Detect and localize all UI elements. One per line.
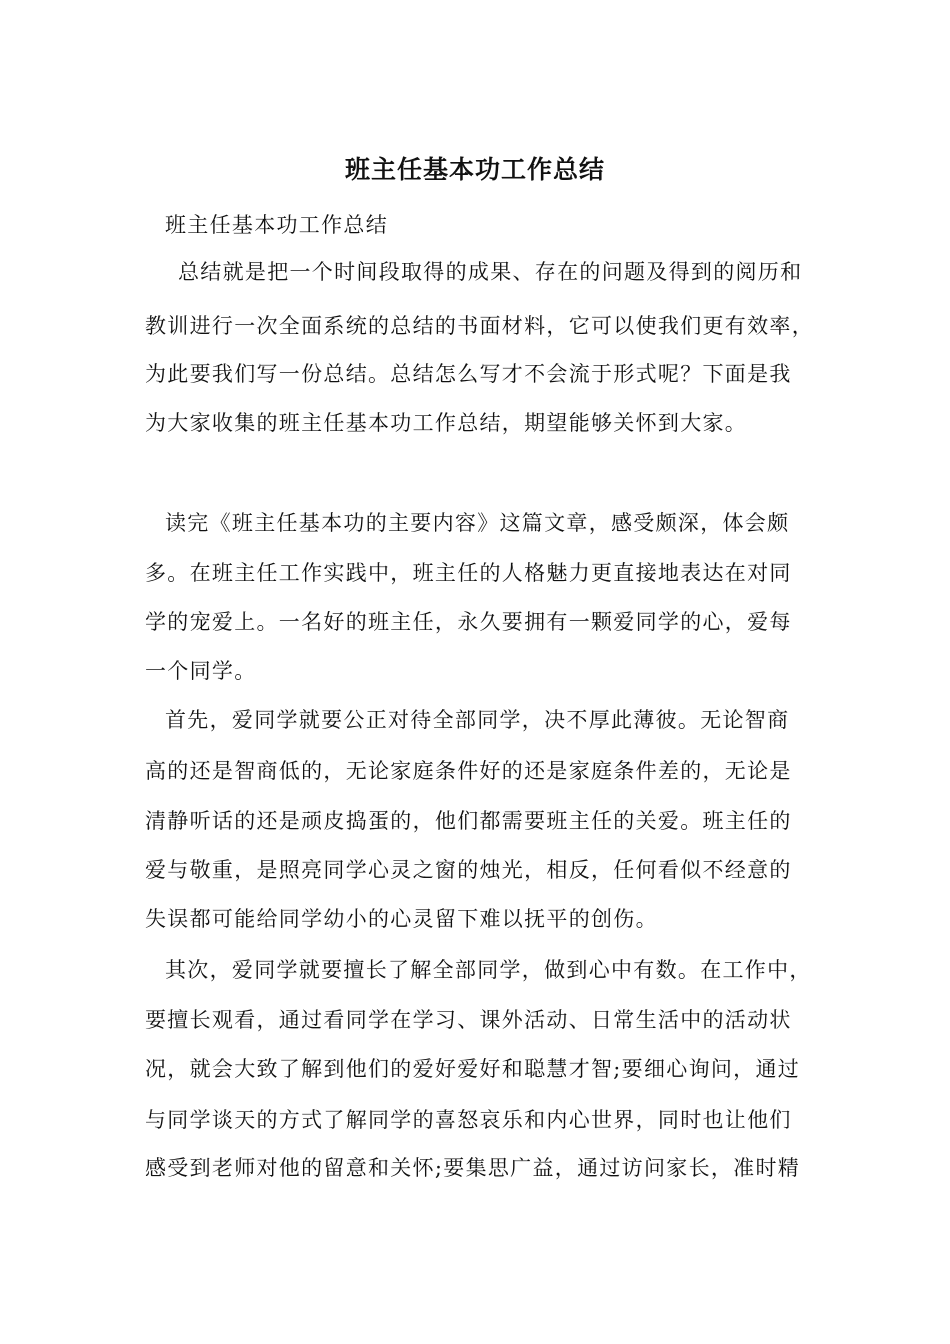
paragraph-line: 教训进行一次全面系统的总结的书面材料，它可以使我们更有效率，	[145, 314, 814, 338]
paragraph-line: 感受到老师对他的留意和关怀;要集思广益，通过访问家长，准时精	[145, 1156, 801, 1180]
paragraph-line: 与同学谈天的方式了解同学的喜怒哀乐和内心世界，同时也让他们	[145, 1108, 792, 1132]
document-subtitle: 班主任基本功工作总结	[165, 213, 388, 237]
paragraph-line: 学的宠爱上。一名好的班主任，永久要拥有一颗爱同学的心，爱每	[145, 610, 792, 634]
paragraph-line: 失误都可能给同学幼小的心灵留下难以抚平的创伤。	[145, 907, 658, 931]
document-title: 班主任基本功工作总结	[344, 155, 605, 184]
paragraph-line: 总结就是把一个时间段取得的成果、存在的问题及得到的阅历和	[178, 260, 803, 284]
paragraph-line: 为此要我们写一份总结。总结怎么写才不会流于形式呢？下面是我	[145, 362, 792, 386]
paragraph-line: 高的还是智商低的，无论家庭条件好的还是家庭条件差的，无论是	[145, 759, 792, 783]
paragraph-line: 爱与敬重，是照亮同学心灵之窗的烛光，相反，任何看似不经意的	[145, 858, 792, 882]
paragraph-line: 首先，爱同学就要公正对待全部同学，决不厚此薄彼。无论智商	[165, 708, 790, 732]
paragraph-line: 清静听话的还是顽皮捣蛋的，他们都需要班主任的关爱。班主任的	[145, 809, 792, 833]
paragraph-line: 为大家收集的班主任基本功工作总结，期望能够关怀到大家。	[145, 411, 748, 435]
paragraph-line: 一个同学。	[145, 659, 257, 683]
paragraph-line: 多。在班主任工作实践中，班主任的人格魅力更直接地表达在对同	[145, 561, 792, 585]
paragraph-line: 其次，爱同学就要擅长了解全部同学，做到心中有数。在工作中，	[165, 958, 812, 982]
paragraph-line: 要擅长观看，通过看同学在学习、课外活动、日常生活中的活动状	[145, 1008, 792, 1032]
paragraph-line: 读完《班主任基本功的主要内容》这篇文章，感受颇深，体会颇	[165, 511, 790, 535]
paragraph-line: 况，就会大致了解到他们的爱好爱好和聪慧才智;要细心询问，通过	[145, 1057, 801, 1081]
